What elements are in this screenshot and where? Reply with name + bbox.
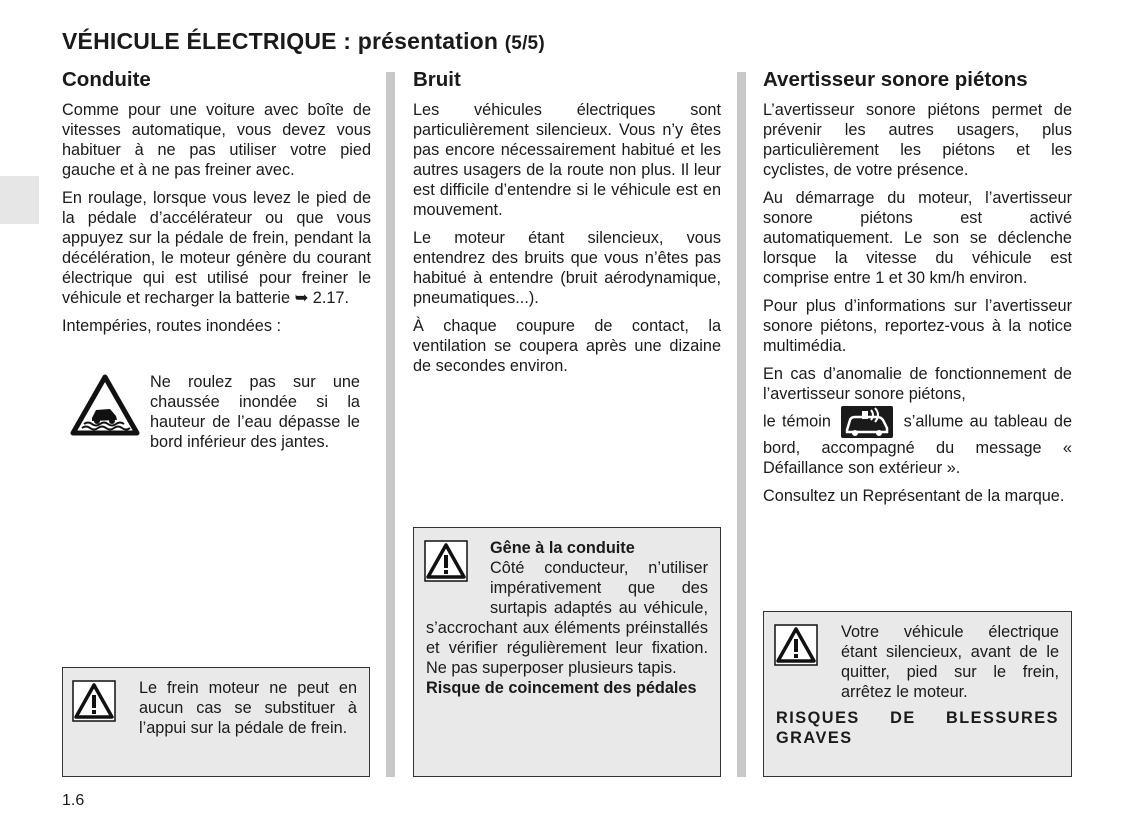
arrow-ref-icon: ➥ bbox=[294, 289, 309, 307]
bruit-paragraph-3: À chaque coupure de contact, la ventilation se coupera après une dizaine de secondes environ. bbox=[413, 317, 721, 375]
heading-bruit: Bruit bbox=[413, 68, 461, 91]
warning-triangle-icon bbox=[774, 624, 818, 666]
floor-mat-warning-text: Côté conducteur, n’utiliser impérativement que des surtapis adaptés au véhicule, s’accrochant aux éléments préinstallés et vérifier régulièrement leur fixation. Ne pas superposer plusieurs tapis. bbox=[426, 559, 708, 677]
avertisseur-paragraph-6: Consultez un Représentant de la marque. bbox=[763, 487, 1065, 505]
pedestrian-warning-indicator-icon bbox=[841, 406, 893, 438]
stop-engine-warning-box bbox=[763, 611, 1072, 777]
avertisseur-paragraph-3: Pour plus d’informations sur l’avertisseur sonore piétons, reportez-vous à la notice multimédia. bbox=[763, 297, 1072, 355]
floor-mat-risk-text: Risque de coincement des pédales bbox=[426, 679, 697, 697]
stop-engine-warning-text: Votre véhicule électrique étant silencieux, avant de le quitter, pied sur le frein, arrêtez le moteur. bbox=[841, 623, 1059, 701]
engine-brake-warning-box bbox=[62, 667, 370, 777]
avertisseur-paragraph-5: le témoin s’allume au tableau de bord, accompagné du message « Défaillance son extérieur ». bbox=[763, 406, 1072, 478]
bruit-paragraph-2: Le moteur étant silencieux, vous entendrez des bruits que vous n’êtes pas habitué à entendre (bruit aérodynamique, pneumatiques...). bbox=[413, 229, 721, 307]
flooded-road-warning-icon bbox=[70, 374, 140, 436]
heading-avertisseur: Avertisseur sonore piétons bbox=[763, 68, 1028, 91]
section-tab-marker bbox=[0, 176, 39, 224]
engine-brake-warning-text: Le frein moteur ne peut en aucun cas se substituer à l’appui sur la pédale de frein. bbox=[139, 679, 357, 737]
avertisseur-paragraph-4: En cas d’anomalie de fonctionnement de l’avertisseur sonore piétons, bbox=[763, 365, 1072, 403]
page-reference: 2.17. bbox=[312, 289, 350, 307]
conduite-paragraph-2: En roulage, lorsque vous levez le pied de la pédale d’accélérateur ou que vous appuyez sur la pédale de frein, pendant la décélération, le moteur génère du courant électrique qui est utilisé pour freiner le véhicule et recharger la batterie ➥ 2.17. bbox=[62, 189, 371, 307]
heading-conduite: Conduite bbox=[62, 68, 151, 91]
flood-warning-text: Ne roulez pas sur une chaussée inondée si la hauteur de l’eau dépasse le bord inférieur des jantes. bbox=[150, 373, 360, 451]
column-divider-1 bbox=[386, 72, 395, 777]
column-divider-2 bbox=[737, 72, 746, 777]
title-text: VÉHICULE ÉLECTRIQUE : présentation bbox=[62, 28, 499, 54]
page-number: 1.6 bbox=[62, 792, 85, 809]
conduite-paragraph-1: Comme pour une voiture avec boîte de vitesses automatique, vous devez vous habituer à ne pas utiliser votre pied gauche et à ne pas freiner avec. bbox=[62, 101, 371, 179]
avertisseur-paragraph-1: L’avertisseur sonore piétons permet de prévenir les autres usagers, plus particulièrement les piétons et les cyclistes, de votre présence. bbox=[763, 101, 1072, 179]
floor-mat-warning-title: Gêne à la conduite bbox=[490, 539, 635, 557]
title-suffix: (5/5) bbox=[504, 33, 545, 54]
column-avertisseur bbox=[763, 68, 1072, 514]
column-bruit bbox=[413, 68, 721, 384]
column-conduite bbox=[62, 68, 371, 344]
page-title bbox=[62, 28, 545, 55]
serious-injury-risk-text: RISQUES DE BLESSURES GRAVES bbox=[776, 709, 1059, 747]
conduite-paragraph-3: Intempéries, routes inondées : bbox=[62, 317, 282, 335]
avertisseur-paragraph-2: Au démarrage du moteur, l’avertisseur sonore piétons est activé automatiquement. Le son se déclenche lorsque la vitesse du véhicule est comprise entre 1 et 30 km/h environ. bbox=[763, 189, 1072, 287]
warning-triangle-icon bbox=[72, 680, 116, 722]
floor-mat-warning-box bbox=[413, 527, 721, 777]
bruit-paragraph-1: Les véhicules électriques sont particulièrement silencieux. Vous n’y êtes pas encore nécessairement habitué et les autres usagers de la route non plus. Il leur est difficile d’entendre si le véhicule est en mouvement. bbox=[413, 101, 721, 219]
